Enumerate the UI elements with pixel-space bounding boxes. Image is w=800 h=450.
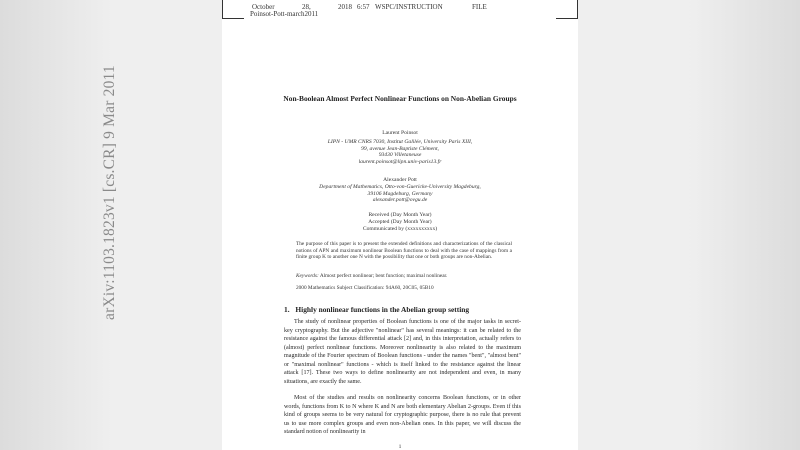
section-title: Highly nonlinear functions in the Abelian group setting [295,305,470,314]
header-month: October [252,3,275,11]
author-affiliation-line: Department of Mathematics, Otto-von-Guericke-University Magdeburg, [319,184,481,190]
arxiv-stamp: arXiv:1103.1823v1 [cs.CR] 9 Mar 2011 [101,65,118,320]
paper-page [222,0,578,450]
accepted-date: Accepted (Day Month Year) [368,219,432,225]
header-year: 2018 [338,3,352,11]
paper-title: Non-Boolean Almost Perfect Nonlinear Functions on Non-Abelian Groups [283,94,517,103]
keywords [296,273,447,279]
author-name: Laurent Poinsot [382,130,418,136]
author-affiliation-line: 93430 Villetaneuse [378,152,422,159]
header-time: 6:57 [357,3,370,11]
page-number: 1 [398,444,402,450]
author-affiliation-line: LIPN - UMR CNRS 7030, Institut Galilée, University Paris XIII, [327,139,473,145]
section-number: 1. [284,305,290,314]
author-name: Alexander Pott [383,177,417,183]
abstract: The purpose of this paper is to present the extended definitions and characterizations of the classical notions of APN and maximum nonlinear Boolean functions to deal with the case of mappings from a finite group K to another one N with the possibility that one or both groups are non-Abelian. [296,241,512,261]
header-label: WSPC/INSTRUCTION [375,3,443,11]
body-paragraph: Most of the studies and results on nonlinearity concerns Boolean functions, or in other words, functions from K to N where K and N are both elementary Abelian 2-groups. Even if this kind of groups seems to be very natural for cryptographic purpose, there is no rule that prevent us to use more complex groups and even non-Abelian ones. In this paper, we will discuss the standard notion of nonlinearity in [284,395,521,435]
author-email: alexander.pott@ovgu.de [372,197,428,204]
msc-classification: 2000 Mathematics Subject Classification: 94A60, 20C05, 05B10 [296,285,434,291]
header-file: FILE [472,3,487,11]
header-filename: Poinsot-Pott-march2011 [250,10,319,18]
body-paragraph: The study of nonlinear properties of Boolean functions is one of the major tasks in secret-key cryptography. But the adjective "nonlinear" has several meanings: it can be related to the resistance against the famous differential attack [2] and, in this interpretation, actually refers to (almost) perfect nonlinear functions. Moreover nonlinearity is also related to the maximum magnitude of the Fourier spectrum of Boolean functions - under the names "bent", "almost bent" or "maximal nonlinear" functions - which is itself linked to the resistance against the linear attack [17]. These two ways to define nonlinearity are not independent and even, in many situations, are exactly the same. [284,319,521,385]
keywords-text: Almost perfect nonlinear; bent function; maximal nonlinear. [319,273,448,279]
author-email: laurent.poinsot@lipn.univ-paris13.fr [358,158,442,165]
keywords-label: Keywords: [296,273,319,279]
author-affiliation-line: 39106 Magdeburg, Germany [367,190,433,197]
header-day: 28, [302,3,311,11]
running-header [222,3,578,21]
author-affiliation-line: 99, avenue Jean-Baptiste Clément, [361,145,439,152]
communicated-by: Communicated by (xxxxxxxxxx) [362,226,438,232]
received-date: Received (Day Month Year) [368,212,432,218]
section-heading [284,305,469,314]
